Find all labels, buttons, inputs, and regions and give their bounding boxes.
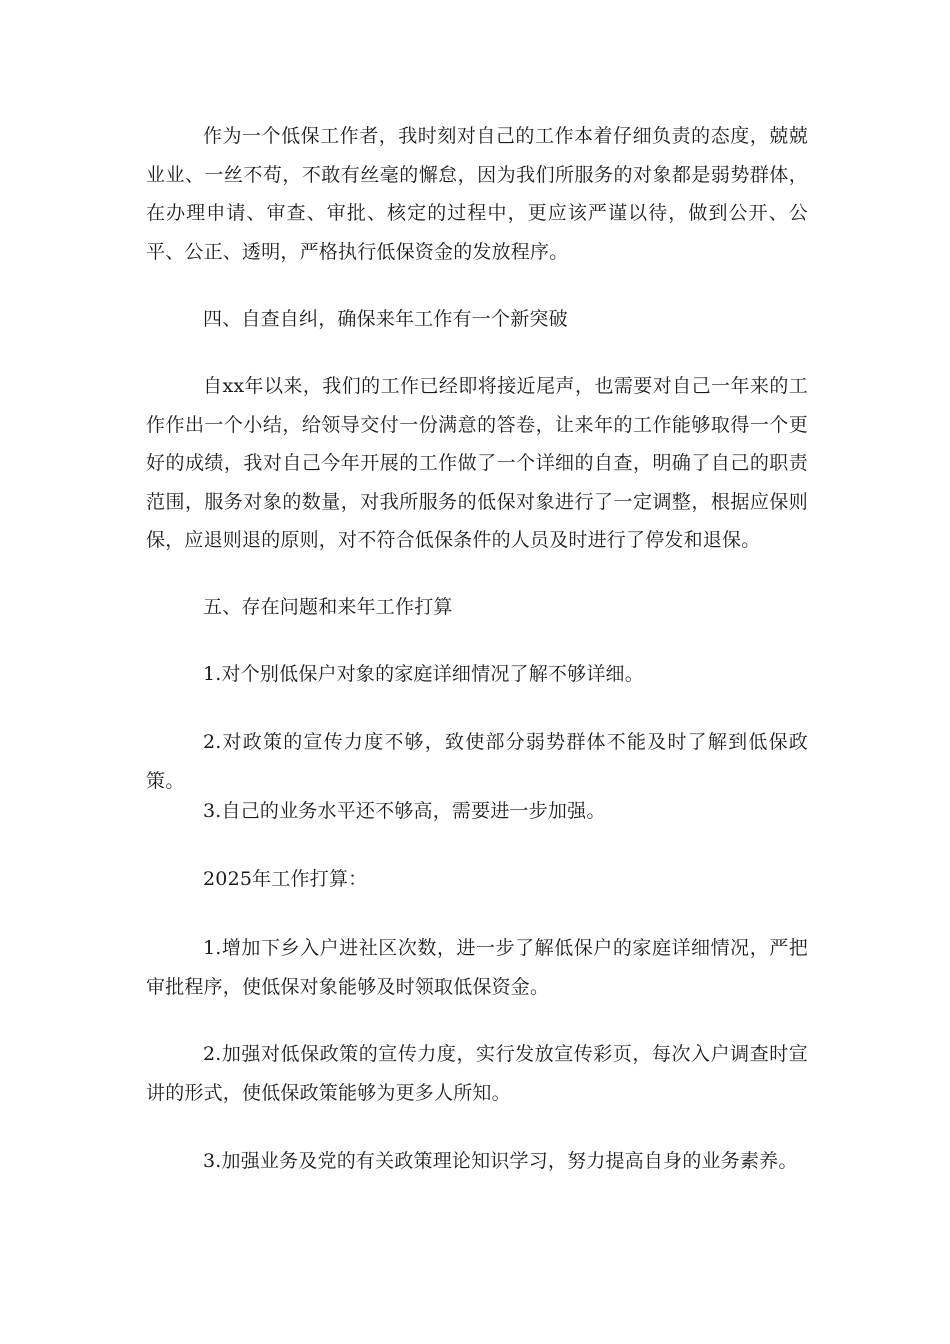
heading-self-inspection: 四、自查自纠，确保来年工作有一个新突破 — [203, 308, 568, 330]
list-item-plan-3: 3.加强业务及党的有关政策理论知识学习，努力提高自身的业务素养。 — [203, 1150, 798, 1172]
paragraph-self-review: 自xx年以来，我们的工作已经即将接近尾声，也需要对自己一年来的工作作出一个小结，给领导交付一份满意的答卷，让来年的工作能够取得一个更好的成绩，我对自己今年开展的工作做了一个详细的自查，明确了自己的职责范围，服务对象的数量，对我所服务的低保对象进行了一定调整，根据应保则保，应退则退的原则，对不符合低保条件的人员及时进行了停发和退保。 — [146, 375, 808, 551]
list-item-problem-2: 2.对政策的宣传力度不够，致使部分弱势群体不能及时了解到低保政策。 — [146, 731, 808, 792]
heading-2025-plan: 2025年工作打算： — [203, 868, 368, 890]
list-item-problem-3: 3.自己的业务水平还不够高，需要进一步加强。 — [203, 800, 606, 822]
list-item-problem-1: 1.对个别低保户对象的家庭详细情况了解不够详细。 — [203, 663, 644, 685]
list-item-plan-2: 2.加强对低保政策的宣传力度，实行发放宣传彩页，每次入户调查时宣讲的形式，使低保政策能够为更多人所知。 — [146, 1043, 808, 1104]
heading-problems-and-plans: 五、存在问题和来年工作打算 — [203, 596, 453, 618]
list-item-plan-1: 1.增加下乡入户进社区次数，进一步了解低保户的家庭详细情况，严把审批程序，使低保对象能够及时领取低保资金。 — [146, 937, 808, 998]
paragraph-work-attitude: 作为一个低保工作者，我时刻对自己的工作本着仔细负责的态度，兢兢业业、一丝不苟，不敢有丝毫的懈怠，因为我们所服务的对象都是弱势群体，在办理申请、审查、审批、核定的过程中，更应该严谨以待，做到公开、公平、公正、透明，严格执行低保资金的发放程序。 — [146, 125, 808, 263]
